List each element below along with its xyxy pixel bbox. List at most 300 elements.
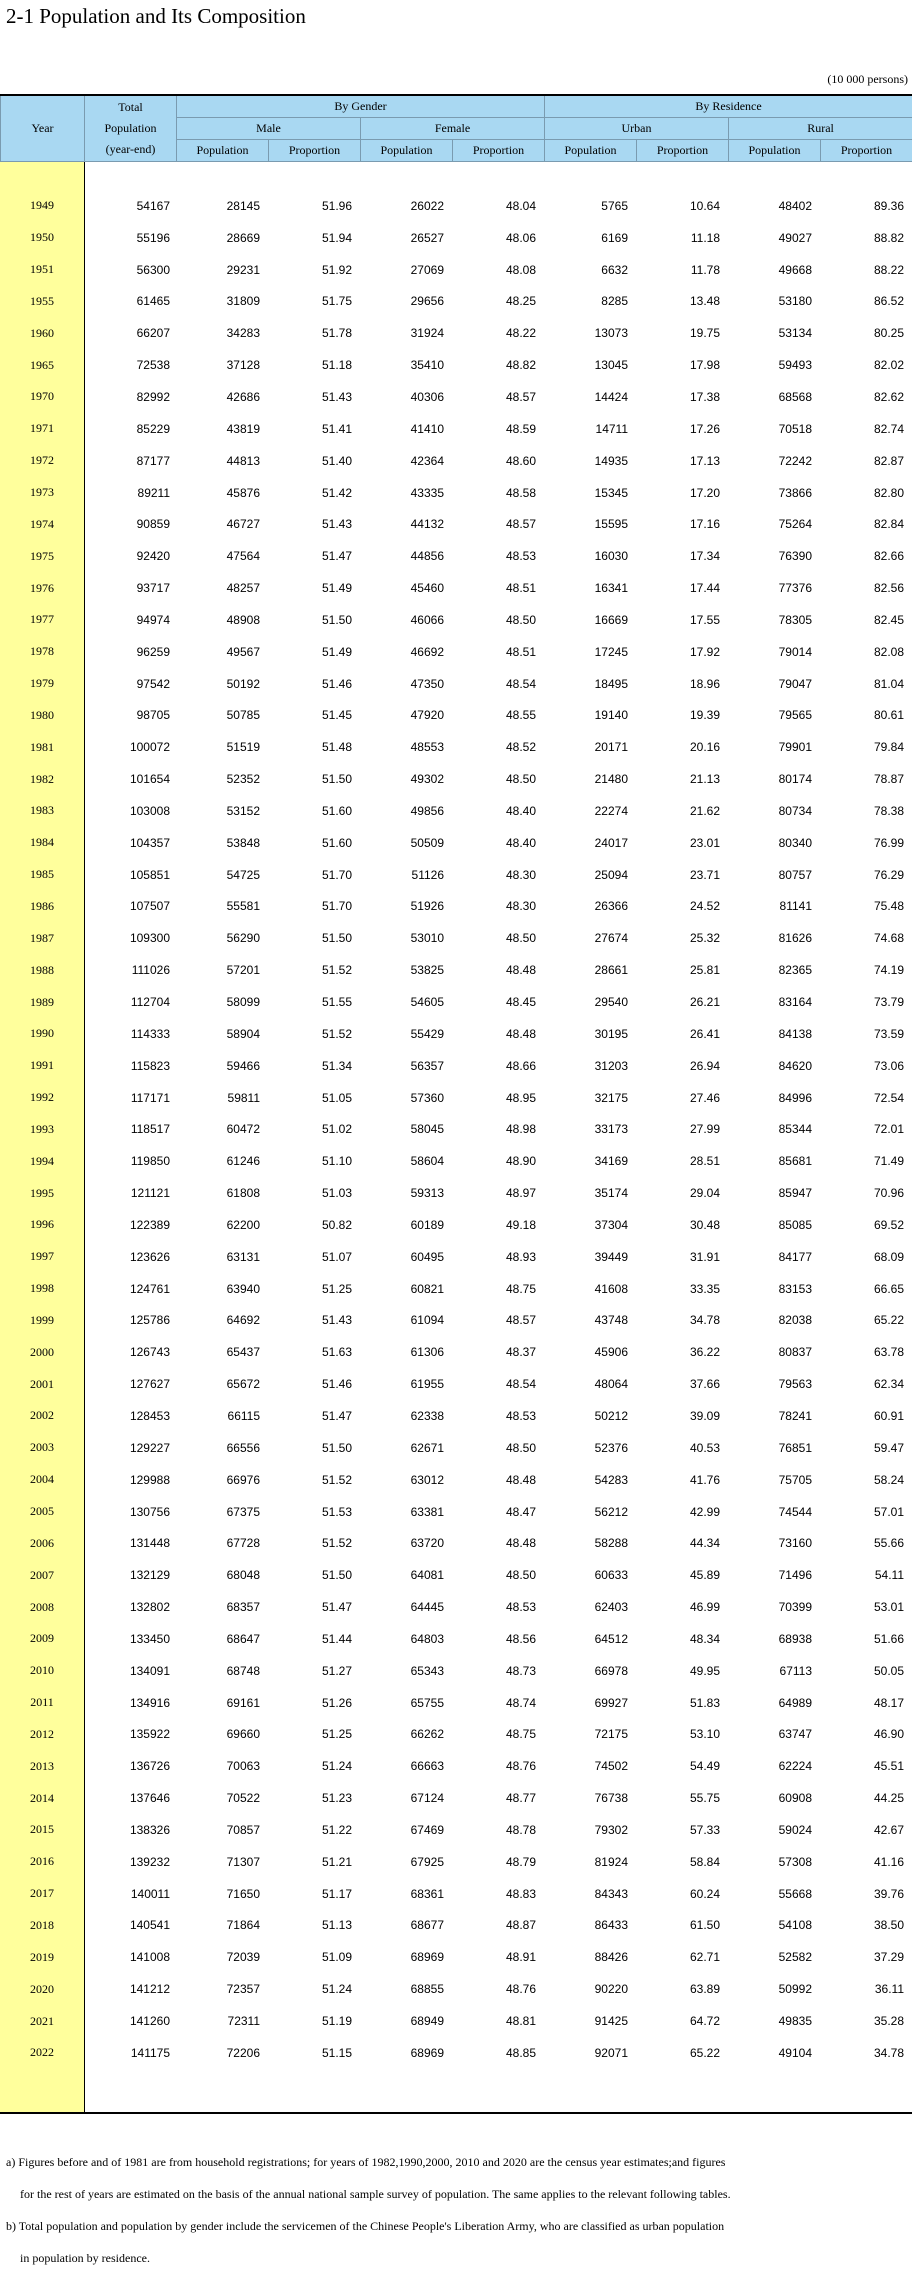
cell-rural-population: 62224 — [778, 1759, 812, 1774]
cell-rural-population: 78305 — [778, 612, 812, 627]
cell-year: 1987 — [30, 930, 54, 945]
cell-male-population: 45876 — [226, 485, 260, 500]
cell-rural-population: 76390 — [778, 549, 812, 564]
cell-rural-population: 54108 — [778, 1918, 812, 1933]
cell-urban-population: 48064 — [594, 1377, 628, 1392]
cell-male-proportion: 51.92 — [321, 262, 352, 277]
cell-rural-proportion: 66.65 — [873, 1281, 904, 1296]
cell-year: 1990 — [30, 1026, 54, 1041]
cell-female-proportion: 48.45 — [505, 995, 536, 1010]
cell-female-proportion: 48.54 — [505, 1377, 536, 1392]
cell-rural-proportion: 63.78 — [873, 1345, 904, 1360]
cell-urban-proportion: 26.21 — [689, 995, 720, 1010]
cell-year: 2008 — [30, 1599, 54, 1614]
cell-rural-proportion: 46.90 — [873, 1727, 904, 1742]
cell-urban-proportion: 23.71 — [689, 867, 720, 882]
cell-total: 97542 — [136, 676, 170, 691]
table-row — [0, 827, 912, 859]
cell-urban-population: 56212 — [594, 1504, 628, 1519]
cell-male-population: 57201 — [226, 963, 260, 978]
cell-male-population: 66976 — [226, 1472, 260, 1487]
cell-male-proportion: 51.34 — [321, 1058, 352, 1073]
cell-male-proportion: 51.43 — [321, 389, 352, 404]
cell-urban-proportion: 54.49 — [689, 1759, 720, 1774]
cell-male-proportion: 51.53 — [321, 1504, 352, 1519]
cell-male-population: 69660 — [226, 1727, 260, 1742]
cell-rural-population: 79563 — [778, 1377, 812, 1392]
cell-male-proportion: 51.50 — [321, 1440, 352, 1455]
cell-urban-population: 30195 — [594, 1026, 628, 1041]
table-row — [0, 1145, 912, 1177]
cell-rural-proportion: 53.01 — [873, 1600, 904, 1615]
cell-total: 93717 — [136, 581, 170, 596]
cell-rural-proportion: 82.66 — [873, 549, 904, 564]
cell-female-population: 43335 — [410, 485, 444, 500]
cell-year: 2004 — [30, 1472, 54, 1487]
cell-female-proportion: 48.75 — [505, 1727, 536, 1742]
cell-male-population: 28669 — [226, 230, 260, 245]
cell-urban-population: 84343 — [594, 1886, 628, 1901]
cell-urban-population: 15595 — [594, 517, 628, 532]
cell-urban-proportion: 24.52 — [689, 899, 720, 914]
cell-rural-proportion: 51.66 — [873, 1631, 904, 1646]
table-row — [0, 286, 912, 318]
cell-female-population: 68969 — [410, 2045, 444, 2060]
cell-rural-population: 80757 — [778, 867, 812, 882]
cell-rural-population: 83164 — [778, 995, 812, 1010]
cell-rural-population: 73160 — [778, 1536, 812, 1551]
cell-male-population: 48908 — [226, 612, 260, 627]
cell-total: 115823 — [130, 1058, 170, 1073]
cell-total: 141212 — [129, 1982, 170, 1997]
cell-male-population: 60472 — [226, 1122, 260, 1137]
cell-rural-population: 59493 — [778, 358, 812, 373]
cell-female-population: 48553 — [410, 740, 444, 755]
cell-rural-proportion: 82.84 — [873, 517, 904, 532]
cell-urban-proportion: 64.72 — [689, 2014, 720, 2029]
cell-year: 1972 — [30, 453, 54, 468]
unit-label: (10 000 persons) — [827, 72, 908, 86]
cell-male-population: 65437 — [226, 1345, 260, 1360]
cell-female-proportion: 48.52 — [505, 740, 536, 755]
cell-urban-population: 16341 — [594, 581, 628, 596]
cell-urban-population: 39449 — [594, 1249, 628, 1264]
cell-female-proportion: 48.50 — [505, 612, 536, 627]
cell-rural-population: 59024 — [778, 1822, 812, 1837]
cell-female-population: 62671 — [410, 1440, 444, 1455]
cell-urban-proportion: 46.99 — [689, 1600, 720, 1615]
cell-rural-population: 49835 — [778, 2014, 812, 2029]
cell-rural-proportion: 55.66 — [873, 1536, 904, 1551]
cell-male-population: 68048 — [226, 1568, 260, 1583]
cell-urban-proportion: 49.95 — [689, 1663, 720, 1678]
cell-male-population: 68357 — [226, 1600, 260, 1615]
cell-urban-population: 13073 — [594, 326, 628, 341]
cell-year: 2003 — [30, 1440, 54, 1455]
cell-year: 1986 — [30, 898, 54, 913]
cell-female-proportion: 48.48 — [505, 1536, 536, 1551]
cell-rural-population: 50992 — [778, 1982, 812, 1997]
cell-male-proportion: 51.24 — [321, 1982, 352, 1997]
cell-rural-proportion: 73.06 — [873, 1058, 904, 1073]
cell-total: 141008 — [129, 1950, 170, 1965]
cell-rural-proportion: 81.04 — [873, 676, 904, 691]
cell-male-proportion: 51.49 — [321, 581, 352, 596]
table-row — [0, 1591, 912, 1623]
cell-male-population: 55581 — [226, 899, 260, 914]
cell-female-proportion: 48.53 — [505, 549, 536, 564]
cell-urban-population: 5765 — [601, 198, 628, 213]
table-row — [0, 1400, 912, 1432]
cell-urban-proportion: 17.44 — [689, 581, 720, 596]
cell-urban-proportion: 33.35 — [689, 1281, 720, 1296]
cell-urban-population: 64512 — [594, 1631, 628, 1646]
cell-male-proportion: 51.43 — [321, 517, 352, 532]
cell-male-proportion: 51.63 — [321, 1345, 352, 1360]
cell-total: 124761 — [129, 1281, 170, 1296]
cell-female-population: 60495 — [410, 1249, 444, 1264]
cell-female-proportion: 48.66 — [505, 1058, 536, 1073]
cell-female-proportion: 48.93 — [505, 1249, 536, 1264]
footnote-b-line1: b) Total population and population by gender include the servicemen of the Chinese People's Liberation Army, who are classified as urban population — [6, 2219, 725, 2233]
cell-total: 55196 — [136, 230, 170, 245]
cell-urban-population: 41608 — [594, 1281, 628, 1296]
cell-female-population: 26527 — [410, 230, 444, 245]
cell-urban-population: 16030 — [594, 549, 628, 564]
cell-rural-proportion: 71.49 — [873, 1154, 904, 1169]
table-row — [0, 954, 912, 986]
cell-urban-proportion: 28.51 — [689, 1154, 720, 1169]
cell-urban-population: 14424 — [594, 389, 628, 404]
cell-female-population: 53825 — [410, 963, 444, 978]
cell-rural-population: 84177 — [778, 1249, 812, 1264]
cell-female-population: 46066 — [410, 612, 444, 627]
cell-year: 1981 — [30, 739, 54, 754]
cell-rural-population: 49668 — [778, 262, 812, 277]
header-total-line2: Population — [104, 121, 157, 135]
cell-female-population: 58604 — [410, 1154, 444, 1169]
cell-urban-proportion: 34.78 — [689, 1313, 720, 1328]
cell-total: 137646 — [129, 1791, 170, 1806]
cell-total: 129227 — [129, 1440, 170, 1455]
table-row — [0, 1209, 912, 1241]
cell-rural-proportion: 86.52 — [873, 294, 904, 309]
cell-year: 1980 — [30, 707, 54, 722]
cell-male-population: 52352 — [226, 772, 260, 787]
cell-female-population: 44132 — [410, 517, 444, 532]
cell-total: 61465 — [136, 294, 170, 309]
cell-urban-proportion: 29.04 — [689, 1186, 720, 1201]
cell-male-population: 71307 — [226, 1854, 260, 1869]
table-row — [0, 254, 912, 286]
cell-urban-proportion: 62.71 — [689, 1950, 720, 1965]
header-by-residence: By Residence — [545, 95, 912, 118]
cell-urban-proportion: 40.53 — [689, 1440, 720, 1455]
cell-male-population: 29231 — [226, 262, 260, 277]
cell-female-population: 66663 — [410, 1759, 444, 1774]
cell-rural-population: 79901 — [778, 740, 812, 755]
cell-rural-population: 80837 — [778, 1345, 812, 1360]
cell-rural-proportion: 82.74 — [873, 421, 904, 436]
cell-rural-population: 85085 — [778, 1217, 812, 1232]
cell-rural-population: 85344 — [778, 1122, 812, 1137]
table-row — [0, 763, 912, 795]
cell-female-proportion: 48.37 — [505, 1345, 536, 1360]
cell-female-proportion: 48.50 — [505, 772, 536, 787]
cell-male-population: 46727 — [226, 517, 260, 532]
table-row — [0, 636, 912, 668]
cell-rural-population: 68568 — [778, 389, 812, 404]
table-row — [0, 922, 912, 954]
header-female: Female — [361, 118, 545, 140]
cell-female-proportion: 48.57 — [505, 389, 536, 404]
cell-year: 1965 — [30, 357, 54, 372]
cell-urban-population: 62403 — [594, 1600, 628, 1615]
cell-female-population: 51926 — [410, 899, 444, 914]
cell-urban-population: 24017 — [594, 835, 628, 850]
cell-urban-population: 60633 — [594, 1568, 628, 1583]
cell-rural-proportion: 76.99 — [873, 835, 904, 850]
cell-total: 94974 — [136, 612, 170, 627]
cell-urban-proportion: 19.39 — [689, 708, 720, 723]
cell-year: 1982 — [30, 771, 54, 786]
cell-rural-proportion: 54.11 — [874, 1568, 904, 1583]
cell-female-proportion: 48.85 — [505, 2045, 536, 2060]
cell-rural-population: 85947 — [778, 1186, 812, 1201]
cell-female-population: 66262 — [410, 1727, 444, 1742]
cell-urban-population: 90220 — [594, 1982, 628, 1997]
table-header — [0, 94, 912, 162]
cell-rural-proportion: 88.82 — [873, 230, 904, 245]
cell-female-proportion: 48.78 — [505, 1822, 536, 1837]
cell-male-population: 58904 — [226, 1026, 260, 1041]
cell-female-proportion: 48.98 — [505, 1122, 536, 1137]
cell-total: 131448 — [129, 1536, 170, 1551]
cell-urban-proportion: 18.96 — [689, 676, 720, 691]
header-total — [85, 95, 177, 162]
cell-male-population: 61246 — [226, 1154, 260, 1169]
cell-year: 2007 — [30, 1567, 54, 1582]
table-row — [0, 222, 912, 254]
cell-total: 109300 — [129, 931, 170, 946]
cell-male-proportion: 50.82 — [321, 1217, 352, 1232]
cell-female-population: 53010 — [410, 931, 444, 946]
cell-male-population: 47564 — [226, 549, 260, 564]
cell-rural-population: 53134 — [778, 326, 812, 341]
cell-female-proportion: 48.48 — [505, 963, 536, 978]
footnotes — [6, 2146, 906, 2274]
table-row — [0, 1368, 912, 1400]
cell-rural-proportion: 60.91 — [873, 1408, 904, 1423]
cell-rural-proportion: 76.29 — [873, 867, 904, 882]
cell-male-proportion: 51.03 — [321, 1186, 352, 1201]
cell-urban-proportion: 17.92 — [689, 644, 720, 659]
cell-rural-population: 82365 — [778, 963, 812, 978]
cell-male-proportion: 51.47 — [321, 1408, 352, 1423]
cell-rural-population: 53180 — [778, 294, 812, 309]
table-row — [0, 190, 912, 222]
cell-male-proportion: 51.96 — [321, 198, 352, 213]
cell-male-population: 56290 — [226, 931, 260, 946]
cell-female-population: 63381 — [410, 1504, 444, 1519]
cell-female-proportion: 48.97 — [505, 1186, 536, 1201]
cell-total: 54167 — [136, 198, 170, 213]
cell-female-proportion: 48.53 — [505, 1408, 536, 1423]
cell-female-proportion: 48.48 — [505, 1026, 536, 1041]
cell-urban-population: 54283 — [594, 1472, 628, 1487]
table-row — [0, 859, 912, 891]
cell-male-population: 70063 — [226, 1759, 260, 1774]
cell-male-proportion: 51.21 — [321, 1854, 352, 1869]
header-male: Male — [177, 118, 361, 140]
cell-male-proportion: 51.25 — [321, 1727, 352, 1742]
cell-rural-population: 84138 — [778, 1026, 812, 1041]
cell-female-proportion: 48.83 — [505, 1886, 536, 1901]
cell-female-population: 27069 — [410, 262, 444, 277]
cell-rural-population: 57308 — [778, 1854, 812, 1869]
header-rural: Rural — [729, 118, 912, 140]
cell-year: 2014 — [30, 1790, 54, 1805]
cell-urban-population: 72175 — [594, 1727, 628, 1742]
cell-urban-proportion: 21.13 — [689, 772, 720, 787]
cell-female-proportion: 48.51 — [505, 581, 536, 596]
table-row — [0, 540, 912, 572]
cell-female-population: 60189 — [410, 1217, 444, 1232]
footnote-a-line1: a) Figures before and of 1981 are from household registrations; for years of 1982,1990,2000, 2010 and 2020 are the census year estimates;and figures — [6, 2155, 726, 2169]
table-row — [0, 1336, 912, 1368]
cell-male-proportion: 51.47 — [321, 549, 352, 564]
cell-rural-population: 70518 — [778, 421, 812, 436]
cell-urban-population: 88426 — [594, 1950, 628, 1965]
cell-year: 1983 — [30, 803, 54, 818]
cell-urban-proportion: 25.32 — [689, 931, 720, 946]
cell-urban-population: 20171 — [594, 740, 628, 755]
cell-urban-proportion: 65.22 — [689, 2045, 720, 2060]
cell-rural-population: 75705 — [778, 1472, 812, 1487]
cell-female-population: 57360 — [410, 1090, 444, 1105]
cell-male-proportion: 51.26 — [321, 1695, 352, 1710]
cell-rural-proportion: 38.50 — [873, 1918, 904, 1933]
cell-male-proportion: 51.47 — [321, 1600, 352, 1615]
cell-male-proportion: 51.15 — [321, 2045, 352, 2060]
cell-urban-proportion: 31.91 — [689, 1249, 720, 1264]
table-row — [0, 2037, 912, 2069]
cell-rural-population: 79014 — [778, 644, 812, 659]
cell-rural-proportion: 44.25 — [873, 1791, 904, 1806]
cell-female-proportion: 48.58 — [505, 485, 536, 500]
table-row — [0, 1177, 912, 1209]
cell-urban-population: 32175 — [594, 1090, 628, 1105]
cell-urban-proportion: 23.01 — [689, 835, 720, 850]
cell-year: 1996 — [30, 1217, 54, 1232]
cell-year: 1985 — [30, 867, 54, 882]
cell-female-population: 29656 — [410, 294, 444, 309]
cell-male-population: 72039 — [226, 1950, 260, 1965]
cell-year: 2009 — [30, 1631, 54, 1646]
cell-female-population: 64445 — [410, 1600, 444, 1615]
cell-rural-proportion: 42.67 — [873, 1822, 904, 1837]
cell-urban-population: 22274 — [594, 803, 628, 818]
cell-male-population: 66556 — [226, 1440, 260, 1455]
cell-urban-proportion: 37.66 — [689, 1377, 720, 1392]
cell-total: 72538 — [136, 358, 170, 373]
cell-urban-population: 29540 — [594, 995, 628, 1010]
cell-total: 141175 — [130, 2045, 170, 2060]
table-row — [0, 1464, 912, 1496]
cell-year: 2011 — [30, 1695, 54, 1710]
cell-male-proportion: 51.23 — [321, 1791, 352, 1806]
cell-female-population: 40306 — [410, 389, 444, 404]
cell-urban-population: 43748 — [594, 1313, 628, 1328]
cell-urban-proportion: 55.75 — [689, 1791, 720, 1806]
cell-total: 136726 — [129, 1759, 170, 1774]
cell-urban-proportion: 26.94 — [689, 1058, 720, 1073]
cell-year: 2018 — [30, 1917, 54, 1932]
cell-male-proportion: 51.17 — [321, 1886, 352, 1901]
cell-rural-proportion: 74.19 — [873, 963, 904, 978]
cell-year: 2005 — [30, 1504, 54, 1519]
cell-total: 118517 — [130, 1122, 170, 1137]
cell-rural-population: 60908 — [778, 1791, 812, 1806]
cell-year: 2016 — [30, 1854, 54, 1869]
cell-male-population: 37128 — [226, 358, 260, 373]
cell-year: 1955 — [30, 293, 54, 308]
cell-female-proportion: 48.08 — [505, 262, 536, 277]
cell-female-population: 63720 — [410, 1536, 444, 1551]
cell-male-proportion: 51.25 — [321, 1281, 352, 1296]
cell-rural-proportion: 82.56 — [873, 581, 904, 596]
cell-female-proportion: 48.54 — [505, 676, 536, 691]
cell-year: 2006 — [30, 1535, 54, 1550]
cell-female-proportion: 48.57 — [505, 517, 536, 532]
cell-rural-population: 71496 — [778, 1568, 812, 1583]
cell-rural-proportion: 89.36 — [873, 198, 904, 213]
cell-rural-population: 63747 — [778, 1727, 812, 1742]
cell-total: 125786 — [129, 1313, 170, 1328]
cell-male-population: 72206 — [226, 2045, 260, 2060]
cell-urban-proportion: 36.22 — [689, 1345, 720, 1360]
cell-male-population: 44813 — [226, 453, 260, 468]
cell-female-population: 42364 — [410, 453, 444, 468]
cell-female-proportion: 48.22 — [505, 326, 536, 341]
cell-year: 1995 — [30, 1185, 54, 1200]
cell-urban-proportion: 41.76 — [689, 1472, 720, 1487]
cell-urban-population: 34169 — [594, 1154, 628, 1169]
cell-total: 100072 — [129, 740, 170, 755]
cell-female-proportion: 48.73 — [505, 1663, 536, 1678]
cell-female-proportion: 48.79 — [505, 1854, 536, 1869]
cell-urban-population: 79302 — [594, 1822, 628, 1837]
cell-female-proportion: 49.18 — [505, 1217, 536, 1232]
cell-female-population: 51126 — [411, 867, 444, 882]
cell-female-population: 67124 — [410, 1791, 444, 1806]
cell-total: 129988 — [129, 1472, 170, 1487]
table-row — [0, 1910, 912, 1942]
cell-urban-proportion: 13.48 — [689, 294, 720, 309]
cell-urban-proportion: 63.89 — [689, 1982, 720, 1997]
cell-rural-proportion: 82.62 — [873, 389, 904, 404]
cell-rural-population: 83153 — [778, 1281, 812, 1296]
cell-male-population: 70857 — [226, 1822, 260, 1837]
cell-female-population: 68677 — [410, 1918, 444, 1933]
cell-urban-proportion: 27.46 — [689, 1090, 720, 1105]
table-row — [0, 1655, 912, 1687]
cell-female-proportion: 48.76 — [505, 1759, 536, 1774]
cell-female-proportion: 48.51 — [505, 644, 536, 659]
cell-male-population: 62200 — [226, 1217, 260, 1232]
cell-rural-proportion: 48.17 — [873, 1695, 904, 1710]
cell-urban-proportion: 17.20 — [689, 485, 720, 500]
